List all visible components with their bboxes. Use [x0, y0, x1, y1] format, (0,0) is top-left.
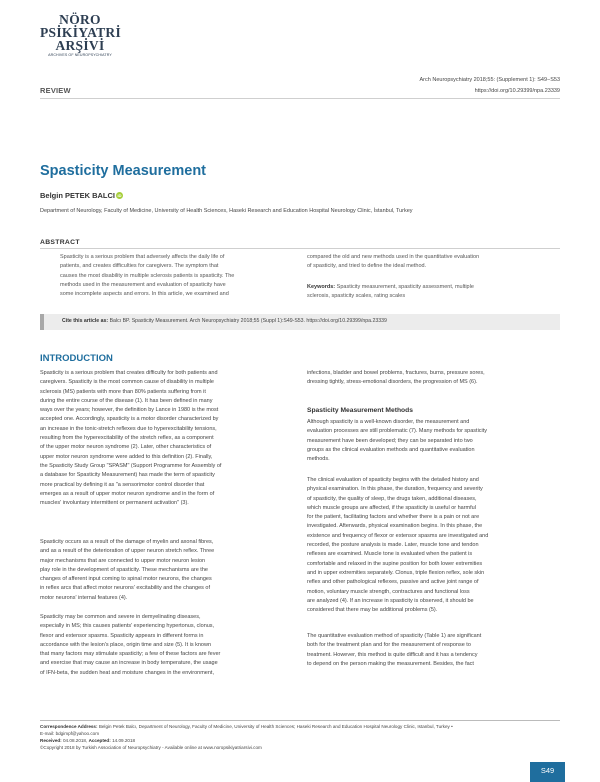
text-line: sclerosis (MS) patients with more than 80% patients suffering from it [40, 388, 206, 395]
intro-paragraph-1 [40, 369, 292, 508]
author-line [40, 191, 123, 200]
abstract-line: causes the most disability in multiple sclerosis patients is spasticity. The [60, 272, 235, 279]
text-line: Spasticity may be common and severe in demyelinating diseases, [40, 614, 201, 620]
text-line: accepted one. Accordingly, spasticity is a motor disorder characterized by [40, 416, 219, 423]
text-line: and exercise that may cause an increase in body temperature, the usage [40, 660, 218, 667]
logo-line-1: NÖRO [59, 12, 101, 27]
footer-divider [40, 720, 560, 721]
text-line: considered that there may be additional problems (5). [307, 607, 438, 614]
text-line: upper motor neuron syndrome were added to this definition (2). Finally, [40, 453, 213, 460]
keywords-line: sclerosis, spasticity scales, rating scales [307, 293, 406, 300]
received-date: 04.08.2018, [63, 738, 88, 743]
text-line: existence and frequency of flexor or extensor spasms are investigated and [307, 532, 489, 539]
abstract-line: Spasticity is a serious problem that adversely affects the daily life of [60, 254, 225, 260]
text-line: resulting from the hyperexcitability of the stretch reflex, as a component [40, 435, 214, 442]
text-line: an increase in the tonic-stretch reflexes due to hyperexcitability tensions, [40, 425, 217, 432]
text-line: physical examination. In this phase, the duration, frequency and severity [307, 486, 483, 493]
text-line: accordance with the lesion's place, origin time and size (5). It is known [40, 641, 212, 648]
text-line: investigated. Afterwards, physical examination begins. In this phase, the [307, 523, 483, 530]
article-title: Spasticity Measurement [40, 163, 207, 179]
text-line: and in upper extremities separately. Clonus, triple flexion reflex, sole skin [307, 569, 485, 576]
text-line: infections, bladder and bowel problems, fractures, burns, pressure sores, [307, 370, 485, 376]
accepted-label: Accepted: [88, 738, 111, 743]
subsection-heading: Spasticity Measurement Methods [307, 407, 413, 414]
text-line: recorded, the posture analysis is made. Later, muscle tone and tendon [307, 542, 479, 549]
journal-citation: Arch Neuropsychiatry 2018;55: (Supplement 1): S49−S53 [419, 77, 560, 83]
abstract-left-column [60, 253, 292, 299]
keywords-line: Spasticity measurement, spasticity assessment, multiple [336, 284, 474, 290]
journal-logo [40, 13, 120, 58]
text-line: methods. [307, 456, 330, 463]
right-paragraph-2 [307, 418, 560, 464]
accepted-date: 14.09.2018 [112, 738, 136, 743]
logo-line-2: PSİKİYATRİ [40, 25, 122, 40]
text-line: of spasticity, the quality of sleep, the drugs taken, additional diseases, [307, 495, 477, 502]
text-line: emerges as a result of upper motor neuron syndrome and in the form of [40, 490, 215, 497]
text-line: major mechanisms that are connected to upper motor neuron lesion [40, 557, 206, 564]
text-line: more practical by defining it as "a sensorimotor control disorder that [40, 481, 205, 488]
text-line: to depend on the person making the measurement. Besides, the fact [307, 660, 474, 667]
text-line: reflex and other pathological reflexes, passive and active joint range of [307, 579, 479, 586]
text-line: during the entire course of the disease (1). It has been defined in many [40, 397, 213, 404]
text-line: which muscle groups are affected, if the spasticity is useful or harmful [307, 504, 476, 511]
text-line: play role in the development of spasticity. These mechanisms are the [40, 566, 208, 573]
text-line: caregivers. Spasticity is the most common cause of disability in multiple [40, 379, 214, 386]
text-line: are analyzed (4). If an increase in spasticity is observed, it should be [307, 597, 474, 604]
journal-doi[interactable]: https://doi.org/10.29399/npa.23339 [474, 88, 560, 94]
text-line: evaluation processes are still problematic (7). Many methods for spasticity [307, 428, 488, 435]
abstract-line: methods used in the measurement and evaluation of spasticity have [60, 281, 226, 288]
right-paragraph-3 [307, 476, 560, 615]
text-line: a database for Spasticity Measurement) has made the term of spasticity [40, 472, 215, 479]
text-line: motion, voluntary muscle strength, contractures and functional loss [307, 588, 470, 595]
text-line: treatment. However, this method is quite difficult and it has a tendency [307, 651, 478, 658]
abstract-heading: ABSTRACT [40, 239, 80, 246]
text-line: Spasticity occurs as a result of the damage of myelin and axonal fibres, [40, 539, 214, 545]
text-line: both for the treatment plan and for the measurement of response to [307, 642, 471, 649]
text-line: measurement have been developed; they can be separated into two [307, 437, 473, 444]
text-line: in reflex arcs that affect motor neurons' excitability and the changes of [40, 585, 211, 592]
text-line: of IFN-beta, the sudden heat and moisture changes in the environment, [40, 669, 214, 676]
page-number: S49 [530, 762, 565, 782]
orcid-icon[interactable]: iD [117, 193, 122, 198]
cite-label: Cite this article as: [62, 318, 109, 324]
text-line: reflexes are examined. Muscle tone is evaluated when the patient is [307, 551, 473, 558]
text-line: Spasticity is a serious problem that creates difficulty for both patients and [40, 370, 218, 376]
intro-paragraph-3 [40, 613, 292, 678]
correspondence [40, 723, 453, 730]
header-divider [40, 98, 560, 99]
text-line: changes of afferent input coming to spinal motor neurons, the changes [40, 576, 212, 583]
author-name: Belgin PETEK BALCI [40, 191, 116, 200]
cite-bar [40, 314, 44, 330]
text-line: flexor and extensor spasms. Spasticity appears in different forms in [40, 632, 204, 639]
received-label: Received: [40, 738, 62, 743]
right-paragraph-1 [307, 369, 560, 388]
text-line: and as a result of the deterioration of upper neuron stretch reflex. Three [40, 548, 215, 555]
text-line: muscles' involuntary intermittent or permanent activation" (3). [40, 500, 189, 507]
text-line: groups as the clinical evaluation methods and quantitative evaluation [307, 446, 475, 453]
section-label: REVIEW [40, 86, 71, 95]
abstract-right-column [307, 253, 560, 272]
keywords [307, 283, 560, 302]
text-line: for the patient, facilitating factors and whether there is a pain or not are [307, 514, 480, 521]
abstract-line: compared the old and new methods used in the quantitative evaluation [307, 254, 480, 260]
correspondence-text: Belgin Petek Balcı, Department of Neurology, Faculty of Medicine, University of Health Sciences; Haseki Research and Education Hospital Neurology Clinic, Istanbul, Turkey • [98, 724, 453, 729]
text-line: especially in MS; this causes patients' experiencing hypertonus, clonus, [40, 623, 215, 630]
text-line: motor neurons' internal features (4). [40, 594, 128, 601]
cite-body: Balcı BP. Spasticity Measurement. Arch Neuropsychiatry 2018;55 (Suppl 1):S49-S53. https://doi.org/10.29399/npa.23339 [109, 318, 387, 324]
text-line: comfortable and relaxed in the supine position for both lower extremities [307, 560, 483, 567]
abstract-line: patients, and creates difficulties for caregivers. The symptom that [60, 263, 219, 270]
copyright: ©Copyright 2018 by Turkish Association of Neuropsychiatry - Available online at www.noropsikiyatriarsivi.com [40, 745, 262, 750]
abstract-line: of spasticity, and tried to define the ideal method. [307, 263, 427, 270]
logo-line-4: ARCHIVES OF NEUROPSYCHIATRY [48, 53, 112, 57]
text-line: The quantitative evaluation method of spasticity (Table 1) are significant [307, 633, 482, 639]
affiliation: Department of Neurology, Faculty of Medicine, University of Health Sciences, Haseki Research and Education Hospital Neurology Clinic, İstanbul, Turkey [40, 208, 413, 214]
abstract-divider [40, 248, 560, 249]
email[interactable]: E-mail: bdgimpf@yahoo.com [40, 731, 100, 736]
correspondence-label: Correspondence Address: [40, 724, 98, 729]
logo-line-3: ARŞİVİ [55, 38, 105, 53]
text-line: of the upper motor neuron syndrome (2). Later, other characteristics of [40, 444, 212, 451]
right-paragraph-4 [307, 632, 560, 669]
abstract-line: some incomplete aspects and errors. In this article, we examined and [60, 291, 229, 298]
journal-info [420, 75, 560, 97]
text-line: Although spasticity is a well-known disorder, the measurement and [307, 419, 470, 425]
intro-heading: INTRODUCTION [40, 353, 113, 364]
text-line: the Spasticity Study Group "SPASM" (Support Programme for Assembly of [40, 462, 222, 469]
text-line: that many factors may stimulate spasticity; a few of these factors are fever [40, 651, 221, 658]
keywords-label: Keywords: [307, 284, 336, 290]
intro-paragraph-2 [40, 538, 292, 603]
cite-text [62, 318, 387, 324]
text-line: The clinical evaluation of spasticity begins with the detailed history and [307, 477, 479, 483]
text-line: ways over the years; however, the definition by Lance in 1980 is the most [40, 407, 219, 414]
text-line: dressing tightly, stress-emotional disorders, the progression of MS (6). [307, 379, 478, 386]
